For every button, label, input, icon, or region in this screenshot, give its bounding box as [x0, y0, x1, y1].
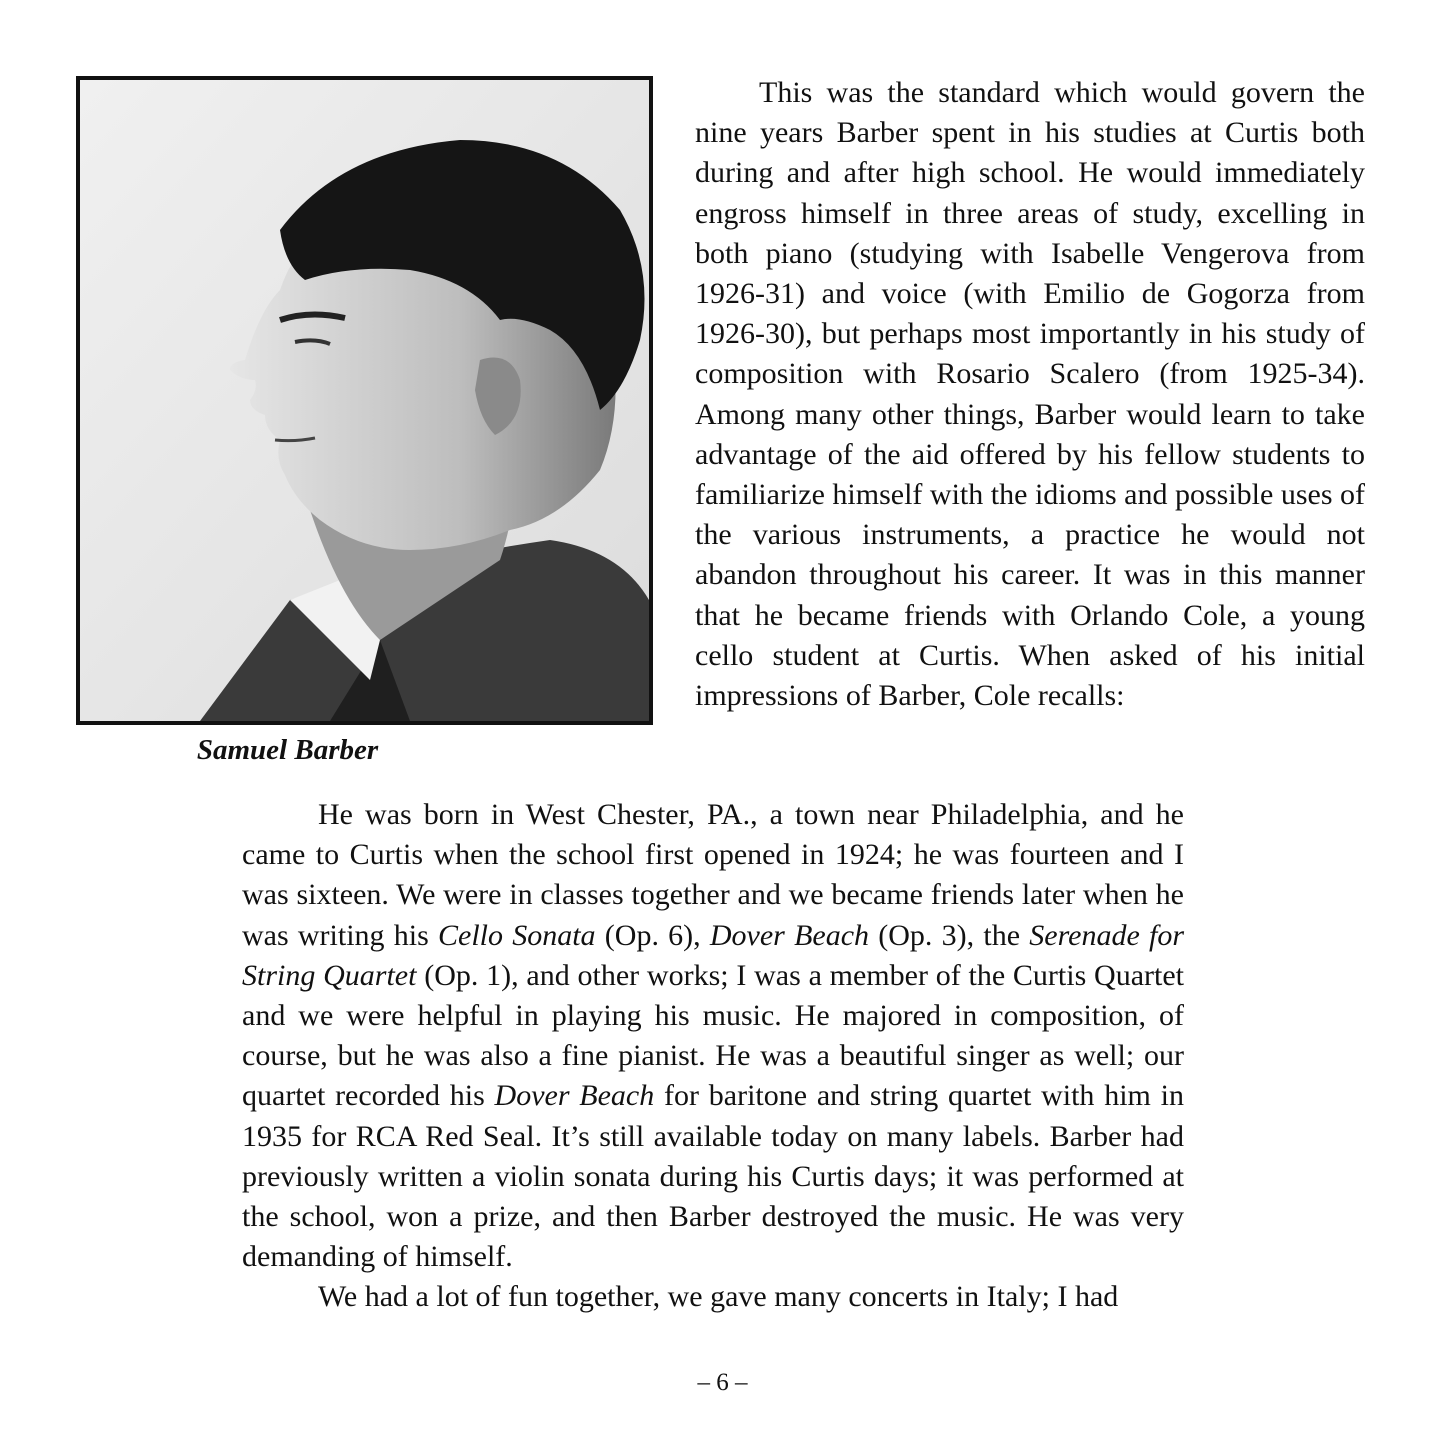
- quote-text: (Op. 6),: [595, 918, 710, 952]
- page-number: – 6 –: [697, 1369, 748, 1396]
- work-title: Dover Beach: [709, 918, 870, 952]
- quote-paragraph-2: We had a lot of fun together, we gave many concerts in Italy; I had: [318, 1280, 1119, 1314]
- portrait-photo: [76, 76, 653, 725]
- quote-text: (Op. 3), the: [869, 918, 1030, 952]
- quote-paragraph-1: [242, 795, 1184, 1277]
- block-quote: [242, 795, 1184, 1318]
- work-title: Dover Beach: [494, 1079, 655, 1113]
- work-title: Serenade for String Quartet: [242, 918, 1184, 992]
- quote-text: (Op. 1), and other works; I was a member of the Curtis Quartet and we were helpful in playing his music. He majored in composition, of course, but he was also a fine pianist. He was a beautiful singer as well; our quartet recorded his: [242, 958, 1184, 1113]
- side-paragraph: [695, 73, 1365, 716]
- portrait-image: [80, 80, 649, 721]
- quote-text: He was born in West Chester, PA., a town near Philadelphia, and he came to Curtis when the school first opened in 1924; he was fourteen and I was sixteen. We were in classes together and we became friends later when he was writing his: [242, 798, 1184, 952]
- side-paragraph-text: This was the standard which would govern the nine years Barber spent in his studies at Curtis both during and after high school. He would immediately engross himself in three areas of study, excelling in both piano (studying with Isabelle Vengerova from 1926-31) and voice (with Emilio de Gogorza from 1926-30), but perhaps most importantly in his study of composition with Rosario Scalero (from 1925-34). Among many other things, Barber would learn to take advantage of the aid offered by his fellow students to familiarize himself with the idioms and possible uses of the various instruments, a practice he would not abandon throughout his career. It was in this manner that he became friends with Orlando Cole, a young cello student at Curtis. When asked of his initial impressions of Barber, Cole recalls:: [695, 76, 1365, 713]
- quote-text: for baritone and string quartet with him in 1935 for RCA Red Seal. It’s still available today on many labels. Barber had previously written a violin sonata during his Curtis days; it was performed at the school, won a prize, and then Barber destroyed the music. He was very demanding of himself.: [242, 1079, 1184, 1274]
- work-title: Cello Sonata: [438, 918, 596, 952]
- photo-caption: Samuel Barber: [196, 734, 379, 766]
